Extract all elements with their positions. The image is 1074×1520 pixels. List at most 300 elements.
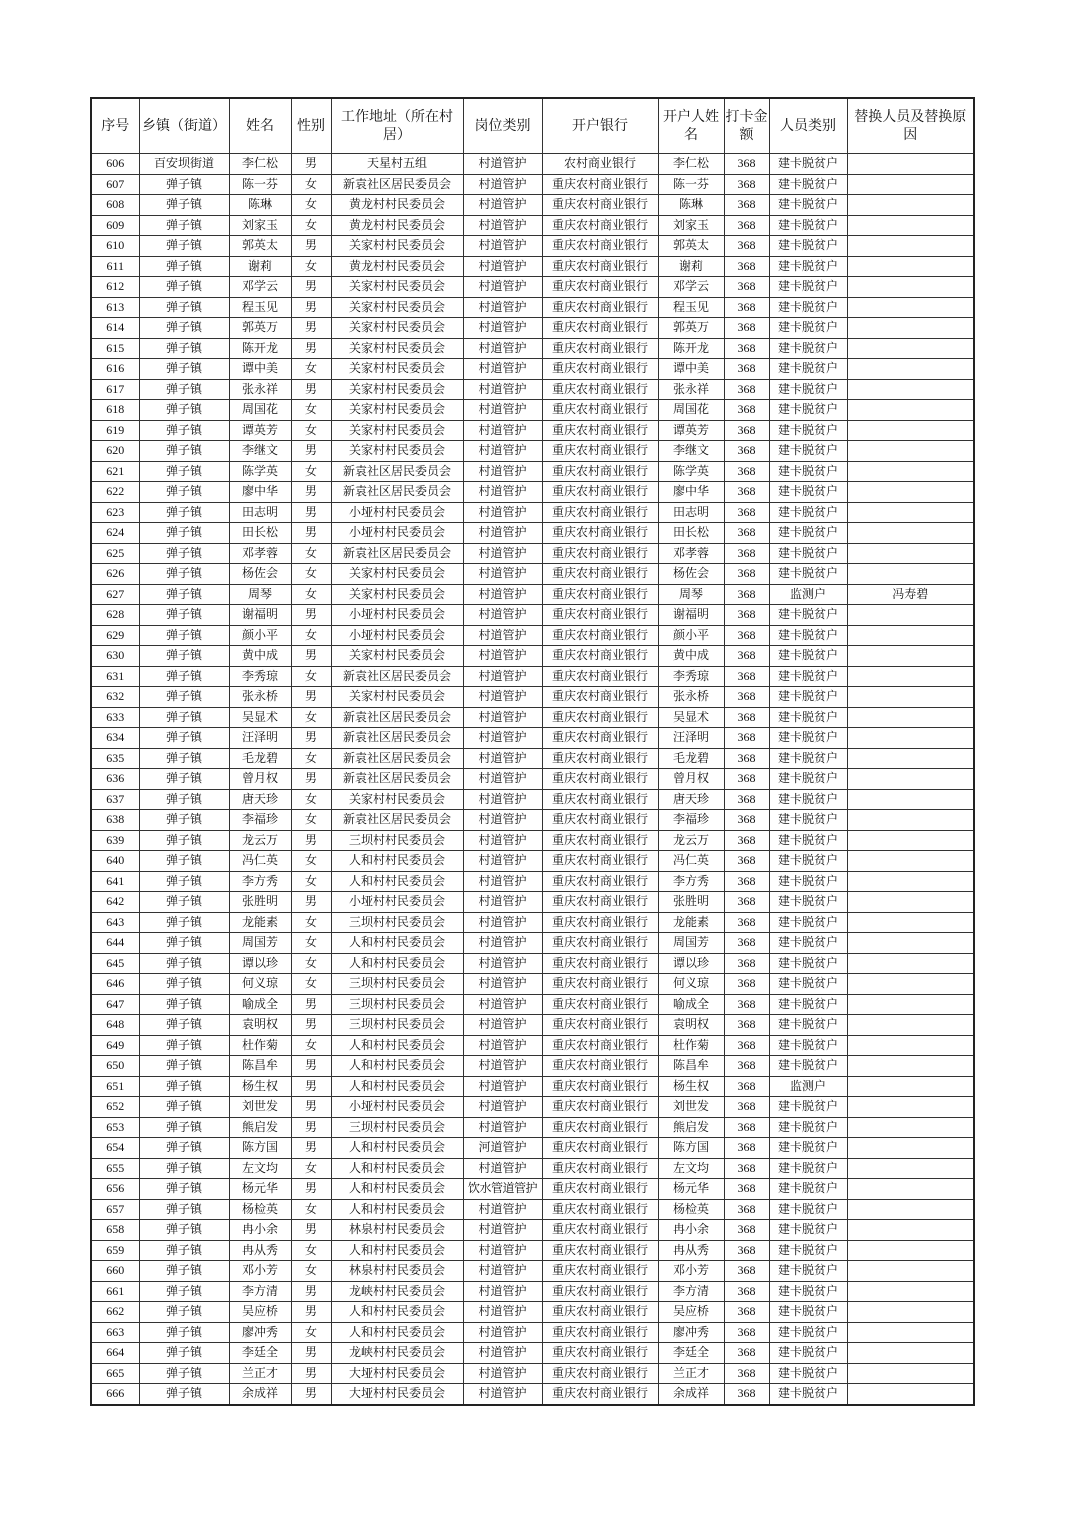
cell-serial: 662 (91, 1302, 139, 1323)
cell-person-category: 建卡脱贫户 (769, 1240, 847, 1261)
table-row (91, 174, 974, 195)
cell-person-category: 建卡脱贫户 (769, 953, 847, 974)
cell-replacement (847, 974, 974, 995)
cell-township: 弹子镇 (139, 564, 229, 585)
table-row (91, 1015, 974, 1036)
table-row (91, 974, 974, 995)
cell-account-holder: 杨元华 (658, 1179, 724, 1200)
cell-township: 弹子镇 (139, 1199, 229, 1220)
cell-account-holder: 冯仁英 (658, 851, 724, 872)
cell-person-category: 建卡脱贫户 (769, 666, 847, 687)
cell-gender: 男 (291, 1076, 331, 1097)
header-replacement: 替换人员及替换原因 (847, 98, 974, 154)
cell-account-holder: 陈方国 (658, 1138, 724, 1159)
cell-bank: 重庆农村商业银行 (542, 543, 658, 564)
cell-person-category: 建卡脱贫户 (769, 1035, 847, 1056)
cell-person-category: 建卡脱贫户 (769, 789, 847, 810)
cell-account-holder: 杜作菊 (658, 1035, 724, 1056)
cell-post-type: 村道管护 (463, 174, 542, 195)
cell-person-category: 建卡脱贫户 (769, 1220, 847, 1241)
cell-name: 刘世发 (229, 1097, 291, 1118)
cell-amount: 368 (724, 502, 769, 523)
cell-replacement (847, 789, 974, 810)
cell-amount: 368 (724, 1158, 769, 1179)
cell-post-type: 村道管护 (463, 256, 542, 277)
cell-serial: 656 (91, 1179, 139, 1200)
cell-gender: 男 (291, 1384, 331, 1405)
cell-amount: 368 (724, 810, 769, 831)
cell-account-holder: 熊启发 (658, 1117, 724, 1138)
cell-account-holder: 汪泽明 (658, 728, 724, 749)
cell-person-category: 建卡脱贫户 (769, 892, 847, 913)
cell-replacement (847, 871, 974, 892)
cell-gender: 男 (291, 994, 331, 1015)
table-row (91, 707, 974, 728)
cell-person-category: 建卡脱贫户 (769, 748, 847, 769)
cell-work-address: 关家村村民委员会 (331, 646, 463, 667)
cell-serial: 636 (91, 769, 139, 790)
cell-person-category: 建卡脱贫户 (769, 851, 847, 872)
cell-post-type: 村道管护 (463, 584, 542, 605)
table-row (91, 441, 974, 462)
cell-person-category: 建卡脱贫户 (769, 400, 847, 421)
cell-serial: 619 (91, 420, 139, 441)
cell-work-address: 人和村村民委员会 (331, 1322, 463, 1343)
table-body (91, 154, 974, 1405)
cell-work-address: 三坝村村民委员会 (331, 912, 463, 933)
cell-account-holder: 龙云万 (658, 830, 724, 851)
cell-amount: 368 (724, 1117, 769, 1138)
cell-replacement (847, 953, 974, 974)
cell-person-category: 建卡脱贫户 (769, 174, 847, 195)
cell-township: 弹子镇 (139, 502, 229, 523)
cell-serial: 627 (91, 584, 139, 605)
cell-person-category: 建卡脱贫户 (769, 830, 847, 851)
cell-gender: 男 (291, 1056, 331, 1077)
cell-bank: 重庆农村商业银行 (542, 912, 658, 933)
cell-township: 弹子镇 (139, 1220, 229, 1241)
table-row (91, 523, 974, 544)
cell-replacement (847, 1056, 974, 1077)
cell-amount: 368 (724, 1035, 769, 1056)
cell-gender: 男 (291, 1302, 331, 1323)
cell-replacement (847, 1384, 974, 1405)
cell-person-category: 建卡脱贫户 (769, 1199, 847, 1220)
cell-bank: 重庆农村商业银行 (542, 1138, 658, 1159)
cell-amount: 368 (724, 1322, 769, 1343)
cell-post-type: 村道管护 (463, 420, 542, 441)
cell-amount: 368 (724, 646, 769, 667)
cell-serial: 657 (91, 1199, 139, 1220)
cell-person-category: 建卡脱贫户 (769, 605, 847, 626)
cell-amount: 368 (724, 1076, 769, 1097)
cell-serial: 663 (91, 1322, 139, 1343)
table-row (91, 420, 974, 441)
table-row (91, 1117, 974, 1138)
cell-account-holder: 龙能素 (658, 912, 724, 933)
cell-work-address: 人和村村民委员会 (331, 1302, 463, 1323)
cell-account-holder: 谢福明 (658, 605, 724, 626)
cell-replacement (847, 441, 974, 462)
cell-work-address: 人和村村民委员会 (331, 1158, 463, 1179)
cell-amount: 368 (724, 379, 769, 400)
cell-gender: 男 (291, 1097, 331, 1118)
cell-serial: 633 (91, 707, 139, 728)
cell-amount: 368 (724, 584, 769, 605)
cell-gender: 男 (291, 605, 331, 626)
cell-post-type: 村道管护 (463, 646, 542, 667)
cell-gender: 男 (291, 379, 331, 400)
cell-bank: 重庆农村商业银行 (542, 1158, 658, 1179)
cell-gender: 女 (291, 1035, 331, 1056)
cell-account-holder: 李方秀 (658, 871, 724, 892)
cell-name: 陈开龙 (229, 338, 291, 359)
cell-account-holder: 刘世发 (658, 1097, 724, 1118)
personnel-table (90, 97, 975, 1406)
cell-replacement (847, 912, 974, 933)
cell-person-category: 建卡脱贫户 (769, 769, 847, 790)
table-row (91, 1158, 974, 1179)
cell-replacement (847, 1302, 974, 1323)
cell-bank: 重庆农村商业银行 (542, 379, 658, 400)
cell-account-holder: 冉小余 (658, 1220, 724, 1241)
cell-account-holder: 廖冲秀 (658, 1322, 724, 1343)
cell-amount: 368 (724, 1138, 769, 1159)
cell-person-category: 建卡脱贫户 (769, 338, 847, 359)
cell-gender: 男 (291, 482, 331, 503)
cell-serial: 617 (91, 379, 139, 400)
cell-township: 弹子镇 (139, 625, 229, 646)
cell-account-holder: 陈学英 (658, 461, 724, 482)
cell-bank: 重庆农村商业银行 (542, 297, 658, 318)
cell-account-holder: 何义琼 (658, 974, 724, 995)
cell-name: 李方清 (229, 1281, 291, 1302)
cell-serial: 635 (91, 748, 139, 769)
cell-gender: 男 (291, 1220, 331, 1241)
cell-post-type: 村道管护 (463, 974, 542, 995)
cell-person-category: 建卡脱贫户 (769, 1261, 847, 1282)
cell-name: 杨生权 (229, 1076, 291, 1097)
cell-township: 弹子镇 (139, 523, 229, 544)
cell-post-type: 村道管护 (463, 215, 542, 236)
cell-serial: 618 (91, 400, 139, 421)
cell-name: 陈昌牟 (229, 1056, 291, 1077)
cell-post-type: 村道管护 (463, 1056, 542, 1077)
cell-name: 吴显术 (229, 707, 291, 728)
cell-township: 弹子镇 (139, 400, 229, 421)
cell-serial: 646 (91, 974, 139, 995)
table-row (91, 584, 974, 605)
table-row (91, 871, 974, 892)
cell-township: 弹子镇 (139, 933, 229, 954)
cell-bank: 重庆农村商业银行 (542, 974, 658, 995)
cell-name: 郭英万 (229, 318, 291, 339)
cell-account-holder: 毛龙碧 (658, 748, 724, 769)
cell-post-type: 村道管护 (463, 1261, 542, 1282)
cell-amount: 368 (724, 625, 769, 646)
cell-gender: 男 (291, 1015, 331, 1036)
cell-person-category: 建卡脱贫户 (769, 502, 847, 523)
header-work-address: 工作地址（所在村居） (331, 98, 463, 154)
cell-post-type: 村道管护 (463, 1240, 542, 1261)
table-row (91, 318, 974, 339)
cell-name: 廖中华 (229, 482, 291, 503)
cell-name: 袁明权 (229, 1015, 291, 1036)
cell-work-address: 关家村村民委员会 (331, 441, 463, 462)
cell-post-type: 饮水管道管护 (463, 1179, 542, 1200)
cell-account-holder: 颜小平 (658, 625, 724, 646)
cell-bank: 重庆农村商业银行 (542, 584, 658, 605)
cell-gender: 女 (291, 810, 331, 831)
cell-serial: 650 (91, 1056, 139, 1077)
cell-gender: 女 (291, 1322, 331, 1343)
cell-gender: 女 (291, 543, 331, 564)
cell-bank: 重庆农村商业银行 (542, 605, 658, 626)
cell-township: 弹子镇 (139, 707, 229, 728)
cell-post-type: 村道管护 (463, 359, 542, 380)
cell-gender: 男 (291, 502, 331, 523)
cell-bank: 重庆农村商业银行 (542, 502, 658, 523)
cell-serial: 639 (91, 830, 139, 851)
cell-work-address: 三坝村村民委员会 (331, 830, 463, 851)
cell-work-address: 新袁社区居民委员会 (331, 707, 463, 728)
table-row (91, 830, 974, 851)
cell-township: 弹子镇 (139, 789, 229, 810)
cell-work-address: 关家村村民委员会 (331, 584, 463, 605)
cell-township: 弹子镇 (139, 871, 229, 892)
header-amount: 打卡金额 (724, 98, 769, 154)
cell-township: 弹子镇 (139, 195, 229, 216)
cell-gender: 女 (291, 174, 331, 195)
cell-person-category: 建卡脱贫户 (769, 564, 847, 585)
cell-post-type: 村道管护 (463, 933, 542, 954)
cell-replacement (847, 994, 974, 1015)
table-row (91, 1343, 974, 1364)
cell-amount: 368 (724, 830, 769, 851)
cell-person-category: 建卡脱贫户 (769, 1117, 847, 1138)
cell-township: 弹子镇 (139, 174, 229, 195)
cell-post-type: 村道管护 (463, 564, 542, 585)
cell-replacement (847, 1240, 974, 1261)
cell-replacement (847, 1363, 974, 1384)
table-row (91, 748, 974, 769)
cell-serial: 638 (91, 810, 139, 831)
cell-serial: 609 (91, 215, 139, 236)
table-row (91, 256, 974, 277)
cell-work-address: 新袁社区居民委员会 (331, 810, 463, 831)
table-row (91, 1179, 974, 1200)
cell-person-category: 建卡脱贫户 (769, 359, 847, 380)
cell-replacement (847, 379, 974, 400)
cell-township: 弹子镇 (139, 1097, 229, 1118)
header-bank: 开户银行 (542, 98, 658, 154)
table-row (91, 297, 974, 318)
cell-post-type: 村道管护 (463, 1035, 542, 1056)
cell-bank: 重庆农村商业银行 (542, 1097, 658, 1118)
cell-post-type: 村道管护 (463, 502, 542, 523)
cell-bank: 重庆农村商业银行 (542, 953, 658, 974)
table-row (91, 1138, 974, 1159)
cell-work-address: 关家村村民委员会 (331, 318, 463, 339)
cell-work-address: 新袁社区居民委员会 (331, 543, 463, 564)
cell-name: 左文均 (229, 1158, 291, 1179)
cell-work-address: 三坝村村民委员会 (331, 994, 463, 1015)
cell-work-address: 新袁社区居民委员会 (331, 748, 463, 769)
cell-gender: 男 (291, 338, 331, 359)
cell-serial: 630 (91, 646, 139, 667)
cell-name: 陈学英 (229, 461, 291, 482)
cell-serial: 623 (91, 502, 139, 523)
cell-post-type: 村道管护 (463, 605, 542, 626)
cell-bank: 重庆农村商业银行 (542, 666, 658, 687)
cell-name: 颜小平 (229, 625, 291, 646)
cell-gender: 女 (291, 1158, 331, 1179)
cell-person-category: 建卡脱贫户 (769, 625, 847, 646)
table-row (91, 482, 974, 503)
cell-amount: 368 (724, 318, 769, 339)
cell-amount: 368 (724, 974, 769, 995)
cell-account-holder: 田长松 (658, 523, 724, 544)
cell-township: 弹子镇 (139, 379, 229, 400)
cell-person-category: 监测户 (769, 1076, 847, 1097)
cell-replacement (847, 154, 974, 175)
cell-replacement (847, 1076, 974, 1097)
cell-work-address: 关家村村民委员会 (331, 277, 463, 298)
table-row (91, 236, 974, 257)
cell-person-category: 建卡脱贫户 (769, 994, 847, 1015)
cell-replacement (847, 707, 974, 728)
cell-serial: 613 (91, 297, 139, 318)
cell-amount: 368 (724, 933, 769, 954)
cell-work-address: 关家村村民委员会 (331, 687, 463, 708)
cell-post-type: 村道管护 (463, 523, 542, 544)
cell-person-category: 建卡脱贫户 (769, 1343, 847, 1364)
cell-account-holder: 杨检英 (658, 1199, 724, 1220)
cell-serial: 628 (91, 605, 139, 626)
cell-account-holder: 余成祥 (658, 1384, 724, 1405)
cell-name: 李继文 (229, 441, 291, 462)
cell-name: 周国芳 (229, 933, 291, 954)
cell-bank: 重庆农村商业银行 (542, 174, 658, 195)
cell-account-holder: 郭英万 (658, 318, 724, 339)
cell-bank: 重庆农村商业银行 (542, 830, 658, 851)
cell-replacement (847, 1322, 974, 1343)
cell-serial: 643 (91, 912, 139, 933)
cell-township: 弹子镇 (139, 1179, 229, 1200)
cell-replacement (847, 482, 974, 503)
cell-replacement (847, 236, 974, 257)
cell-bank: 重庆农村商业银行 (542, 1322, 658, 1343)
table-row (91, 605, 974, 626)
table-row (91, 400, 974, 421)
cell-account-holder: 张胜明 (658, 892, 724, 913)
cell-township: 弹子镇 (139, 420, 229, 441)
cell-post-type: 村道管护 (463, 1343, 542, 1364)
cell-post-type: 村道管护 (463, 297, 542, 318)
cell-account-holder: 邓学云 (658, 277, 724, 298)
cell-replacement (847, 318, 974, 339)
cell-serial: 644 (91, 933, 139, 954)
cell-name: 汪泽明 (229, 728, 291, 749)
cell-name: 郭英太 (229, 236, 291, 257)
cell-amount: 368 (724, 892, 769, 913)
header-gender: 性别 (291, 98, 331, 154)
cell-township: 弹子镇 (139, 543, 229, 564)
cell-township: 弹子镇 (139, 953, 229, 974)
cell-gender: 女 (291, 625, 331, 646)
cell-person-category: 建卡脱贫户 (769, 441, 847, 462)
cell-person-category: 建卡脱贫户 (769, 1056, 847, 1077)
cell-account-holder: 喻成全 (658, 994, 724, 1015)
cell-work-address: 三坝村村民委员会 (331, 974, 463, 995)
cell-account-holder: 田志明 (658, 502, 724, 523)
cell-work-address: 新袁社区居民委员会 (331, 728, 463, 749)
cell-post-type: 村道管护 (463, 379, 542, 400)
cell-township: 弹子镇 (139, 1056, 229, 1077)
cell-replacement (847, 543, 974, 564)
cell-serial: 625 (91, 543, 139, 564)
cell-post-type: 村道管护 (463, 830, 542, 851)
cell-amount: 368 (724, 1220, 769, 1241)
cell-gender: 男 (291, 892, 331, 913)
cell-township: 弹子镇 (139, 215, 229, 236)
cell-amount: 368 (724, 1363, 769, 1384)
table-row (91, 933, 974, 954)
cell-name: 张永桥 (229, 687, 291, 708)
cell-bank: 重庆农村商业银行 (542, 195, 658, 216)
cell-work-address: 新袁社区居民委员会 (331, 769, 463, 790)
cell-work-address: 关家村村民委员会 (331, 338, 463, 359)
cell-person-category: 建卡脱贫户 (769, 707, 847, 728)
cell-person-category: 建卡脱贫户 (769, 482, 847, 503)
cell-work-address: 关家村村民委员会 (331, 236, 463, 257)
cell-amount: 368 (724, 953, 769, 974)
cell-township: 弹子镇 (139, 1240, 229, 1261)
cell-township: 弹子镇 (139, 338, 229, 359)
cell-serial: 666 (91, 1384, 139, 1405)
cell-work-address: 关家村村民委员会 (331, 789, 463, 810)
cell-replacement (847, 933, 974, 954)
table-row (91, 1281, 974, 1302)
cell-bank: 重庆农村商业银行 (542, 892, 658, 913)
cell-person-category: 建卡脱贫户 (769, 318, 847, 339)
cell-township: 弹子镇 (139, 830, 229, 851)
cell-work-address: 黄龙村村民委员会 (331, 195, 463, 216)
cell-township: 弹子镇 (139, 687, 229, 708)
cell-replacement (847, 297, 974, 318)
cell-replacement (847, 810, 974, 831)
cell-name: 陈琳 (229, 195, 291, 216)
cell-township: 弹子镇 (139, 1035, 229, 1056)
cell-name: 邓孝蓉 (229, 543, 291, 564)
header-account-holder: 开户人姓名 (658, 98, 724, 154)
cell-post-type: 村道管护 (463, 912, 542, 933)
cell-bank: 重庆农村商业银行 (542, 933, 658, 954)
cell-replacement (847, 851, 974, 872)
cell-post-type: 村道管护 (463, 1220, 542, 1241)
cell-amount: 368 (724, 1015, 769, 1036)
cell-person-category: 建卡脱贫户 (769, 1179, 847, 1200)
cell-name: 何义琼 (229, 974, 291, 995)
cell-replacement (847, 1179, 974, 1200)
cell-post-type: 村道管护 (463, 953, 542, 974)
table-row (91, 379, 974, 400)
cell-amount: 368 (724, 564, 769, 585)
cell-work-address: 大垭村村民委员会 (331, 1363, 463, 1384)
cell-account-holder: 陈一芬 (658, 174, 724, 195)
table-row (91, 1076, 974, 1097)
cell-amount: 368 (724, 666, 769, 687)
